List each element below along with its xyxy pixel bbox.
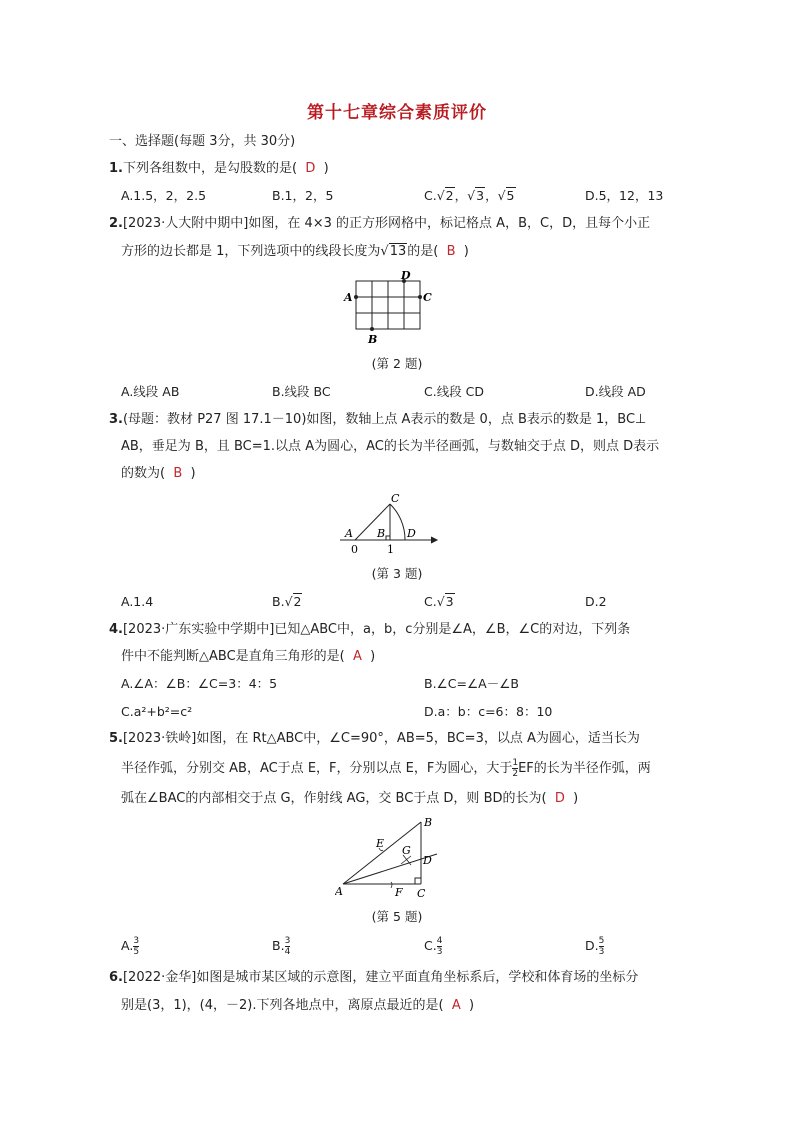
label-c: C bbox=[423, 291, 432, 304]
section-header: 一、选择题(每题 3分，共 30分) bbox=[109, 134, 296, 149]
q5-option-a: A. $\frac{3}{5}$ bbox=[121, 936, 140, 957]
question-number: 1. bbox=[109, 161, 123, 176]
q2-option-c: C.线段 CD bbox=[424, 384, 485, 399]
label-a: A bbox=[335, 885, 343, 898]
question-3: 3.(母题：教材 P27 图 17.1－10)如图，数轴上点 A表示的数是 0，点 B表示的数是 1，BC⊥ bbox=[109, 412, 647, 427]
question-2-line2: 方形的边长都是 1，下列选项中的线段长度为√13的是( B ) bbox=[121, 244, 469, 259]
q1-option-a: A.1.5，2，2.5 bbox=[121, 188, 207, 203]
label-c: C bbox=[391, 492, 400, 505]
q5-option-d: D. $\frac{5}{3}$ bbox=[585, 936, 605, 957]
label-g: G bbox=[402, 844, 411, 857]
q1-option-d: D.5，12，13 bbox=[585, 188, 664, 203]
label-b: B bbox=[368, 333, 378, 346]
point-c bbox=[418, 295, 422, 299]
question-2: 2.[2023·人大附中期中]如图，在 4×3 的正方形网格中，标记格点 A，B，C，D，且每个小正 bbox=[109, 216, 651, 231]
label-b: B bbox=[377, 527, 386, 540]
q3-option-a: A.1.4 bbox=[121, 594, 154, 609]
question-3-line2: AB，垂足为 B，且 BC=1.以点 A为圆心，AC的长为半径画弧，与数轴交于点 D，则点 D表示 bbox=[121, 439, 660, 454]
answer-mark: D bbox=[305, 161, 316, 176]
label-d: D bbox=[407, 527, 416, 540]
question-5-line3: 弧在∠BAC的内部相交于点 G，作射线 AG，交 BC于点 D，则 BD的长为( D ) bbox=[121, 791, 579, 806]
q3-option-b: B.√2 bbox=[272, 594, 302, 609]
figure-caption: (第 5 题) bbox=[371, 909, 423, 924]
q5-option-b: B. $\frac{3}{4}$ bbox=[272, 936, 291, 957]
label-c: C bbox=[417, 887, 426, 900]
q4-option-c: C.a²+b²=c² bbox=[121, 704, 193, 719]
question-4-line2: 件中不能判断△ABC是直角三角形的是( A ) bbox=[121, 649, 376, 664]
q4-option-b: B.∠C=∠A－∠B bbox=[424, 676, 519, 691]
tick-0: 0 bbox=[351, 543, 358, 556]
answer-mark: A bbox=[451, 998, 461, 1013]
question-1: 1.下列各组数中，是勾股数的是( D ) bbox=[109, 161, 329, 176]
question-3-line3: 的数为( B ) bbox=[121, 466, 196, 481]
label-a: A bbox=[345, 527, 353, 540]
triangle-figure bbox=[335, 812, 445, 902]
label-d: D bbox=[401, 269, 411, 282]
q2-option-d: D.线段 AD bbox=[585, 384, 646, 399]
tick-1: 1 bbox=[387, 543, 394, 556]
q1-option-c: C.√2，√3，√5 bbox=[424, 188, 515, 203]
answer-mark: B bbox=[173, 466, 183, 481]
q3-option-d: D.2 bbox=[585, 594, 607, 609]
point-a bbox=[354, 295, 358, 299]
q4-option-a: A.∠A：∠B：∠C=3：4：5 bbox=[121, 676, 278, 691]
q2-option-a: A.线段 AB bbox=[121, 384, 180, 399]
label-b: B bbox=[424, 816, 433, 829]
page-title: 第十七章综合素质评价 bbox=[307, 103, 487, 123]
q4-option-d: D.a：b：c=6：8：10 bbox=[424, 704, 553, 719]
question-6: 6.[2022·金华]如图是城市某区域的示意图，建立平面直角坐标系后，学校和体育场的坐标分 bbox=[109, 970, 639, 985]
answer-mark: A bbox=[353, 649, 362, 664]
figure-caption: (第 2 题) bbox=[371, 356, 423, 371]
number-line-figure bbox=[335, 490, 445, 558]
q2-option-b: B.线段 BC bbox=[272, 384, 331, 399]
answer-mark: D bbox=[554, 791, 565, 806]
question-6-line2: 别是(3，1)，(4，－2).下列各地点中，离原点最近的是( A ) bbox=[121, 998, 475, 1013]
figure-caption: (第 3 题) bbox=[371, 566, 423, 581]
label-e: E bbox=[376, 837, 385, 850]
q3-option-c: C.√3 bbox=[424, 594, 454, 609]
label-d: D bbox=[423, 854, 432, 867]
point-b bbox=[370, 327, 374, 331]
q1-option-b: B.1，2，5 bbox=[272, 188, 334, 203]
label-f: F bbox=[395, 886, 403, 899]
question-stem: 下列各组数中，是勾股数的是( bbox=[122, 161, 298, 176]
answer-mark: B bbox=[446, 244, 456, 259]
grid-figure bbox=[340, 268, 440, 348]
question-5: 5.[2023·铁岭]如图，在 Rt△ABC中，∠C=90°，AB=5，BC=3，以点 A为圆心，适当长为 bbox=[109, 731, 640, 746]
question-4: 4.[2023·广东实验中学期中]已知△ABC中，a，b，c分别是∠A，∠B，∠C的对边，下列条 bbox=[109, 622, 631, 637]
q5-option-c: C. $\frac{4}{3}$ bbox=[424, 936, 443, 957]
label-a: A bbox=[344, 291, 353, 304]
question-5-line2: 半径作弧，分别交 AB，AC于点 E，F，分别以点 E，F为圆心，大于 $\frac{1}{2}$ EF的长为半径作弧，两 bbox=[121, 758, 651, 779]
